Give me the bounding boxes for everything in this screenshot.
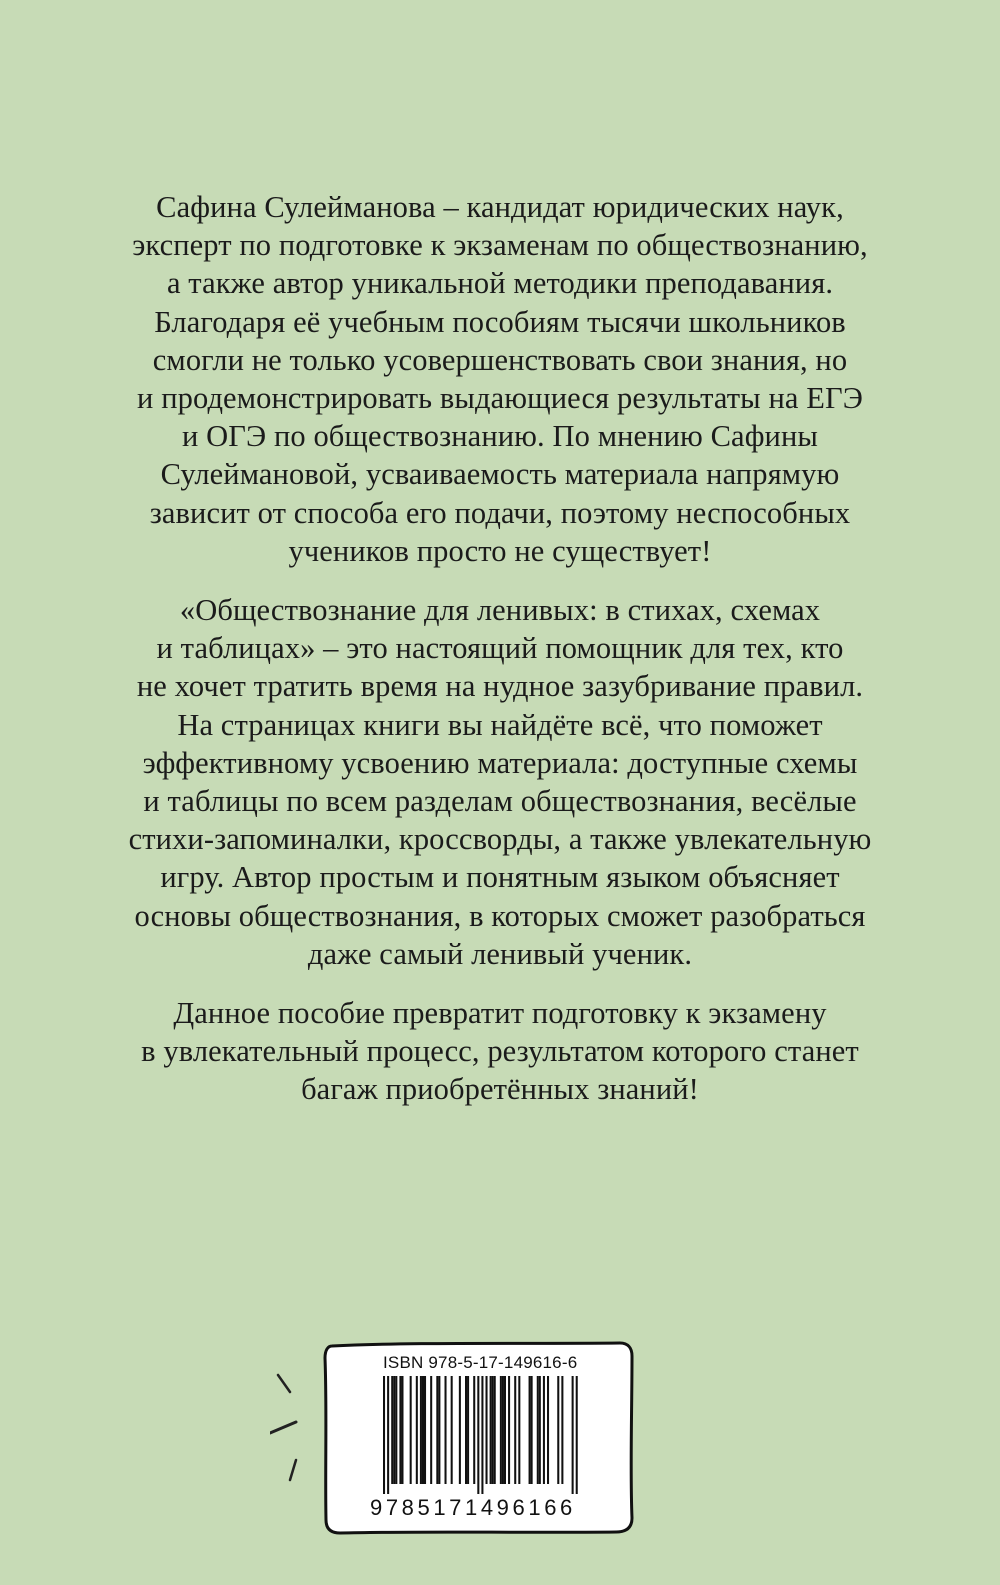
text-line: и ОГЭ по обществознанию. По мнению Сафины bbox=[181, 419, 818, 454]
barcode-bar bbox=[537, 1376, 539, 1484]
barcode-bar bbox=[401, 1376, 403, 1484]
barcode-bar bbox=[391, 1376, 393, 1484]
text-line: в увлекательный процесс, результатом которого станет bbox=[141, 1034, 859, 1069]
barcode-bar bbox=[436, 1376, 438, 1484]
barcode-bar bbox=[547, 1376, 549, 1484]
barcode-bar bbox=[529, 1376, 531, 1484]
description-text bbox=[55, 188, 945, 1109]
barcode-bars bbox=[383, 1376, 593, 1494]
barcode-bar bbox=[416, 1376, 418, 1484]
author-bio-paragraph bbox=[55, 188, 945, 570]
barcode-bar bbox=[572, 1376, 574, 1494]
text-line: и таблицах» – это настоящий помощник для тех, кто bbox=[156, 631, 844, 666]
text-line: На страницах книги вы найдёте всё, что поможет bbox=[177, 707, 823, 742]
barcode-bar bbox=[477, 1376, 479, 1494]
book-summary-paragraph bbox=[55, 591, 945, 973]
barcode-bar bbox=[393, 1376, 395, 1484]
barcode-bar bbox=[473, 1376, 475, 1484]
barcode-bar bbox=[387, 1376, 389, 1494]
text-line: основы обществознания, в которых сможет разобраться bbox=[134, 898, 866, 933]
text-line: эффективному усвоению материала: доступные схемы bbox=[142, 745, 858, 780]
barcode-bar bbox=[508, 1376, 510, 1484]
text-line: учеников просто не существует! bbox=[288, 533, 712, 568]
text-line: багаж приобретённых знаний! bbox=[301, 1072, 699, 1107]
text-line: игру. Автор простым и понятным языком объясняет bbox=[160, 860, 840, 895]
text-line: а также автор уникальной методики преподавания. bbox=[166, 266, 834, 301]
text-line: эксперт по подготовке к экзаменам по обществознанию, bbox=[132, 228, 868, 263]
text-line: стихи-запоминалки, кроссворды, а также увлекательную bbox=[128, 822, 872, 857]
barcode-bar bbox=[502, 1376, 504, 1484]
text-line: даже самый ленивый ученик. bbox=[307, 936, 693, 971]
barcode-bar bbox=[486, 1376, 488, 1484]
barcode-bar bbox=[422, 1376, 424, 1484]
barcode-bar bbox=[445, 1376, 447, 1484]
barcode-bar bbox=[438, 1376, 440, 1484]
text-line: Благодаря её учебным пособиям тысячи школьников bbox=[154, 304, 846, 339]
barcode-bar bbox=[467, 1376, 469, 1484]
barcode-sticker bbox=[270, 1340, 650, 1540]
text-line: Данное пособие превратит подготовку к экзамену bbox=[173, 996, 827, 1031]
barcode-bar bbox=[399, 1376, 401, 1484]
barcode-bar bbox=[451, 1376, 453, 1484]
barcode-bar bbox=[492, 1376, 494, 1484]
text-line: Сафина Сулейманова – кандидат юридических наук, bbox=[156, 190, 844, 224]
isbn-label: ISBN 978-5-17-149616-6 bbox=[383, 1353, 578, 1372]
barcode-bar bbox=[420, 1376, 422, 1484]
text-line: «Обществознание для ленивых: в стихах, схемах bbox=[179, 593, 821, 628]
barcode-bar bbox=[543, 1376, 545, 1484]
text-line: Сулеймановой, усваиваемость материала напрямую bbox=[160, 457, 840, 492]
text-line: не хочет тратить время на нудное зазубривание правил. bbox=[136, 669, 864, 704]
barcode-bar bbox=[481, 1376, 483, 1494]
barcode-bar bbox=[557, 1376, 559, 1484]
barcode-bar bbox=[410, 1376, 412, 1484]
barcode-bar bbox=[490, 1376, 492, 1484]
barcode-bar bbox=[494, 1376, 496, 1484]
text-line: смогли не только усовершенствовать свои знания, но bbox=[152, 342, 848, 377]
text-line: и продемонстрировать выдающиеся результаты на ЕГЭ bbox=[137, 381, 863, 416]
barcode-bar bbox=[424, 1376, 426, 1484]
barcode-bar bbox=[383, 1376, 385, 1494]
barcode-bar bbox=[539, 1376, 541, 1484]
barcode-bar bbox=[514, 1376, 516, 1484]
barcode-bar bbox=[531, 1376, 533, 1484]
barcode-bar bbox=[518, 1376, 520, 1484]
text-line: зависит от способа его подачи, поэтому неспособных bbox=[149, 495, 851, 530]
barcode-bar bbox=[465, 1376, 467, 1484]
ean-digits: 9785171496166 bbox=[370, 1495, 576, 1520]
barcode-bar bbox=[561, 1376, 563, 1484]
barcode-bar bbox=[576, 1376, 578, 1494]
barcode-bar bbox=[500, 1376, 502, 1484]
barcode-bar bbox=[459, 1376, 461, 1484]
sketch-dash-marks bbox=[270, 1340, 330, 1540]
text-line: и таблицы по всем разделам обществознания, весёлые bbox=[143, 784, 857, 819]
barcode-bar bbox=[504, 1376, 506, 1484]
barcode-bar bbox=[395, 1376, 397, 1484]
closing-paragraph bbox=[55, 994, 945, 1109]
barcode-bar bbox=[430, 1376, 432, 1484]
